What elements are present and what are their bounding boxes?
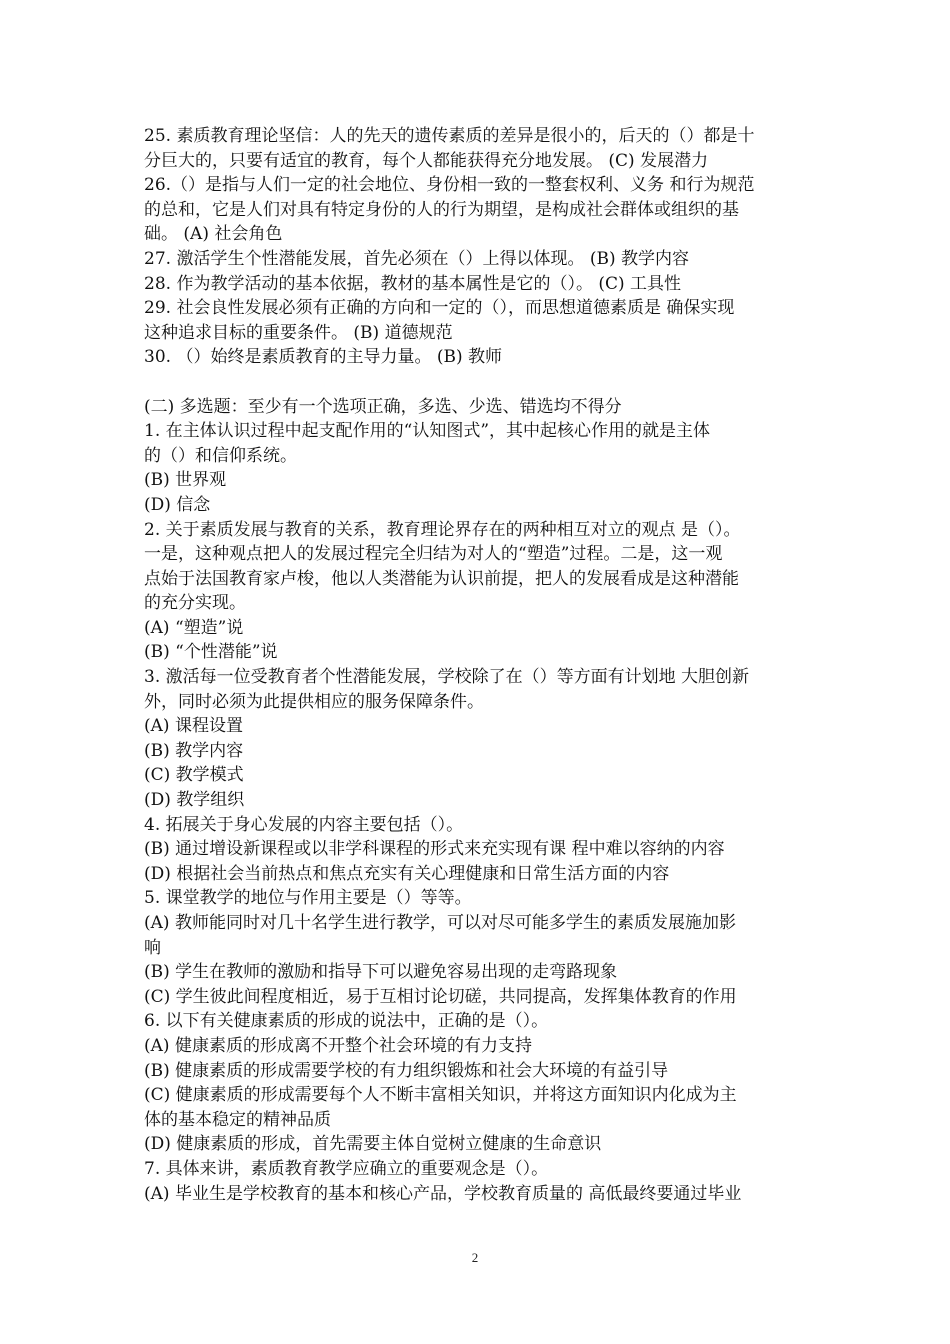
text-line: 的总和，它是人们对具有特定身份的人的行为期望，是构成社会群体或组织的基 [144, 199, 739, 220]
text-line: 一是，这种观点把人的发展过程完全归结为对人的“塑造”过程。二是，这一观 [144, 544, 723, 565]
text-line: (B) “个性潜能”说 [144, 642, 278, 663]
text-line: 26.（）是指与人们一定的社会地位、身份相一致的一整套权利、义务 和行为规范 [144, 175, 755, 196]
text-line: 的充分实现。 [144, 593, 246, 614]
text-line: (A) 教师能同时对几十名学生进行教学，可以对尽可能多学生的素质发展施加影 [144, 913, 736, 933]
text-line: 这种追求目标的重要条件。 (B) 道德规范 [144, 322, 453, 343]
text-line: (D) 教学组织 [144, 790, 245, 811]
text-line: 体的基本稳定的精神品质 [144, 1109, 331, 1130]
text-line: 27. 激活学生个性潜能发展，首先必须在（）上得以体现。 (B) 教学内容 [144, 248, 690, 269]
text-line: (B) 世界观 [144, 470, 227, 491]
text-line: 29. 社会良性发展必须有正确的方向和一定的（），而思想道德素质是 确保实现 [144, 298, 735, 319]
text-line: (B) 教学内容 [144, 740, 244, 761]
text-line: (D) 信念 [144, 494, 211, 515]
document-body [144, 124, 810, 1206]
text-line: 7. 具体来讲，素质教育教学应确立的重要观念是（）。 [144, 1158, 549, 1179]
text-line: 的（）和信仰系统。 [144, 445, 297, 466]
text-line: (D) 健康素质的形成，首先需要主体自觉树立健康的生命意识 [144, 1134, 602, 1155]
text-line: (B) 健康素质的形成需要学校的有力组织锻炼和社会大环境的有益引导 [144, 1060, 669, 1081]
text-line: 28. 作为教学活动的基本依据，教材的基本属性是它的（）。 (C) 工具性 [144, 273, 682, 294]
text-line: 3. 激活每一位受教育者个性潜能发展，学校除了在（）等方面有计划地 大胆创新 [144, 667, 750, 688]
text-line: 础。 (A) 社会角色 [144, 224, 283, 245]
text-line: (A) 课程设置 [144, 716, 243, 737]
text-line: (D) 根据社会当前热点和焦点充实有关心理健康和日常生活方面的内容 [144, 863, 670, 884]
text-line: (A) 健康素质的形成离不开整个社会环境的有力支持 [144, 1035, 532, 1056]
text-line: (A) “塑造”说 [144, 617, 244, 638]
text-line: 点始于法国教育家卢梭，他以人类潜能为认识前提，把人的发展看成是这种潜能 [144, 568, 739, 589]
text-line: (B) 通过增设新课程或以非学科课程的形式来充实现有课 程中难以容纳的内容 [144, 839, 725, 860]
text-line: 外，同时必须为此提供相应的服务保障条件。 [144, 691, 484, 712]
text-line: 6. 以下有关健康素质的形成的说法中，正确的是（）。 [144, 1011, 549, 1032]
text-line: 1. 在主体认识过程中起支配作用的“认知图式”，其中起核心作用的就是主体 [144, 421, 711, 442]
text-line: (二) 多选题：至少有一个选项正确，多选、少选、错选均不得分 [144, 396, 622, 417]
text-line: 5. 课堂教学的地位与作用主要是（）等等。 [144, 888, 472, 909]
text-line: 4. 拓展关于身心发展的内容主要包括（）。 [144, 814, 464, 835]
text-line: 响 [144, 937, 161, 958]
text-line: (C) 健康素质的形成需要每个人不断丰富相关知识，并将这方面知识内化成为主 [144, 1085, 737, 1106]
text-line: (B) 学生在教师的激励和指导下可以避免容易出现的走弯路现象 [144, 962, 618, 983]
text-line: (C) 学生彼此间程度相近，易于互相讨论切磋，共同提高，发挥集体教育的作用 [144, 986, 737, 1007]
text-line: 分巨大的，只要有适宜的教育，每个人都能获得充分地发展。 (C) 发展潜力 [144, 150, 709, 171]
text-line: (C) 教学模式 [144, 765, 244, 786]
text-line: 25. 素质教育理论坚信：人的先天的遗传素质的差异是很小的，后天的（）都是十 [144, 126, 755, 146]
text-line: (A) 毕业生是学校教育的基本和核心产品，学校教育质量的 高低最终要通过毕业 [144, 1183, 742, 1204]
page-number: 2 [471, 1250, 479, 1265]
paragraph-gap [144, 370, 810, 395]
text-line: 2. 关于素质发展与教育的关系，教育理论界存在的两种相互对立的观点 是（）。 [144, 519, 741, 540]
text-line: 30. （）始终是素质教育的主导力量。 (B) 教师 [144, 347, 503, 368]
